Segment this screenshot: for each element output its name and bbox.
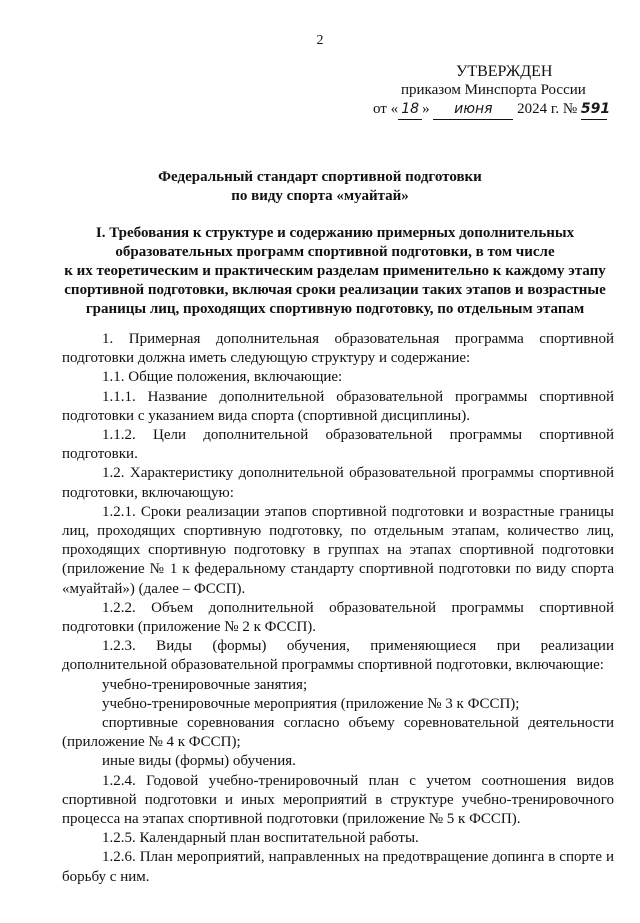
date-year: 2024 г. № [517, 101, 578, 117]
paragraph: 1.2.3. Виды (формы) обучения, применяющиеся при реализации дополнительной образовательной программы спортивной подготовки, включающие: [62, 638, 614, 674]
section-heading [55, 224, 615, 319]
handwritten-order-number: 591 [581, 100, 607, 120]
paragraph: 1.1.1. Название дополнительной образовательной программы спортивной подготовки с указанием вида спорта (спортивной дисциплины). [62, 388, 614, 424]
paragraph: 1.1. Общие положения, включающие: [102, 369, 343, 386]
paragraph: 1.2.1. Сроки реализации этапов спортивной подготовки и возрастные границы лиц, проходящих спортивную подготовку, по отдельным этапам, количество лиц, проходящих спортивную подготовку в группах на этапах спортивной подготовки (приложение № 1 к федеральному стандарту спортивной подготовки по виду спорта «муайтай») (далее – ФССП). [62, 503, 614, 597]
approval-date-line [373, 100, 623, 120]
paragraph: 1.2.4. Годовой учебно-тренировочный план с учетом соотношения видов спортивной подготовки и иных мероприятий в структуре учебно-тренировочного процесса на этапах спортивной подготовки (приложение № 5 к ФССП). [62, 772, 614, 828]
list-item: учебно-тренировочные мероприятия (приложение № 3 к ФССП); [102, 695, 520, 712]
paragraph: 1.2.2. Объем дополнительной образовательной программы спортивной подготовки (приложение № 2 к ФССП). [62, 599, 614, 636]
title-line: по виду спорта «муайтай» [231, 188, 409, 204]
paragraph: 1.2.5. Календарный план воспитательной работы. [102, 830, 419, 847]
title-line: Федеральный стандарт спортивной подготовки [158, 169, 482, 185]
approval-block [373, 62, 623, 120]
list-item: иные виды (формы) обучения. [102, 753, 296, 770]
paragraph: 1.1.2. Цели дополнительной образовательной программы спортивной подготовки. [62, 427, 614, 463]
list-item: учебно-тренировочные занятия; [102, 676, 308, 693]
approval-title: УТВЕРЖДЕН [456, 63, 553, 80]
paragraph: 1.2.6. План мероприятий, направленных на предотвращение допинга в спорте и борьбу с ним. [62, 849, 614, 885]
date-mid: » [422, 101, 430, 117]
document-body [62, 330, 614, 887]
section-heading-line: спортивной подготовки, включая сроки реализации таких этапов и возрастные [64, 282, 606, 298]
section-heading-line: I. Требования к структуре и содержанию примерных дополнительных [95, 225, 575, 241]
handwritten-day: 18 [398, 100, 422, 120]
section-heading-line: границы лиц, проходящих спортивную подготовку, по отдельным этапам [85, 301, 585, 317]
handwritten-month: июня [433, 100, 513, 120]
approval-order: приказом Минспорта России [401, 82, 586, 98]
section-heading-line: образовательных программ спортивной подготовки, в том числе [115, 244, 555, 260]
document-title [0, 168, 640, 206]
date-prefix: от « [373, 101, 399, 117]
section-heading-line: к их теоретическим и практическим разделам применительно к каждому этапу [64, 263, 606, 279]
page-number: 2 [316, 33, 324, 48]
paragraph: 1.2. Характеристику дополнительной образовательной программы спортивной подготовки, включающую: [62, 465, 614, 501]
list-item: спортивные соревнования согласно объему соревновательной деятельности (приложение № 4 к ФССП); [62, 715, 614, 751]
paragraph: 1. Примерная дополнительная образовательная программа спортивной подготовки должна иметь следующую структуру и содержание: [62, 331, 614, 367]
